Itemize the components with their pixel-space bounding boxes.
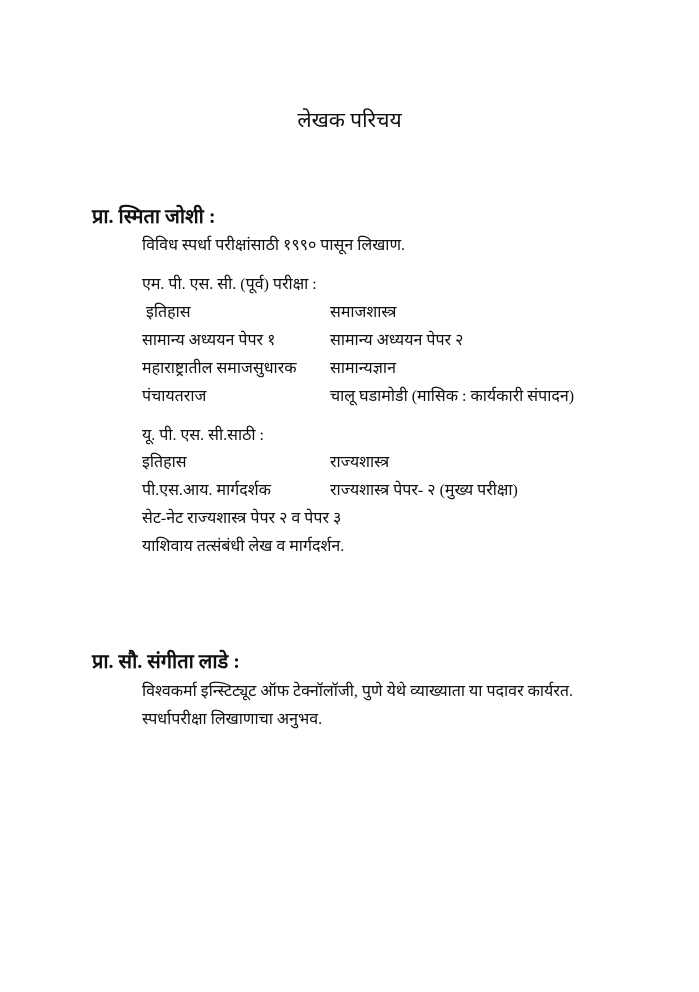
extra-line: सेट-नेट राज्यशास्त्र पेपर २ व पेपर ३ (142, 510, 342, 527)
upsc-heading: यू. पी. एस. सी.साठी : (142, 427, 264, 444)
upsc-item: पी.एस.आय. मार्गदर्शक (142, 482, 271, 499)
mpsc-item: सामान्य अध्ययन पेपर २ (330, 332, 464, 349)
author-1-name: प्रा. स्मिता जोशी : (92, 206, 216, 228)
author-1-intro: विविध स्पर्धा परीक्षांसाठी १९९० पासून लिखाण. (142, 237, 406, 254)
mpsc-item: सामान्य अध्ययन पेपर १ (142, 332, 276, 349)
upsc-item: इतिहास (142, 454, 187, 471)
mpsc-heading: एम. पी. एस. सी. (पूर्व) परीक्षा : (142, 276, 317, 293)
mpsc-item: पंचायतराज (142, 388, 207, 405)
upsc-item: राज्यशास्त्र पेपर- २ (मुख्य परीक्षा) (330, 482, 518, 499)
extra-line: याशिवाय तत्संबंधी लेख व मार्गदर्शन. (142, 538, 345, 555)
mpsc-item: इतिहास (146, 304, 191, 321)
mpsc-item: चालू घडामोडी (मासिक : कार्यकारी संपादन) (330, 388, 575, 405)
upsc-item: राज्यशास्त्र (330, 454, 390, 471)
mpsc-item: सामान्यज्ञान (330, 360, 396, 377)
author-2-line: स्पर्धापरीक्षा लिखाणाचा अनुभव. (142, 711, 323, 728)
author-2-line: विश्वकर्मा इन्स्टिट्यूट ऑफ टेक्नॉलॉजी, पुणे येथे व्याख्याता या पदावर कार्यरत. (142, 683, 573, 700)
mpsc-item: समाजशास्त्र (330, 304, 397, 321)
mpsc-item: महाराष्ट्रातील समाजसुधारक (142, 360, 297, 377)
page-title: लेखक परिचय (297, 108, 402, 132)
author-2-name: प्रा. सौ. संगीता लाडे : (92, 651, 240, 673)
